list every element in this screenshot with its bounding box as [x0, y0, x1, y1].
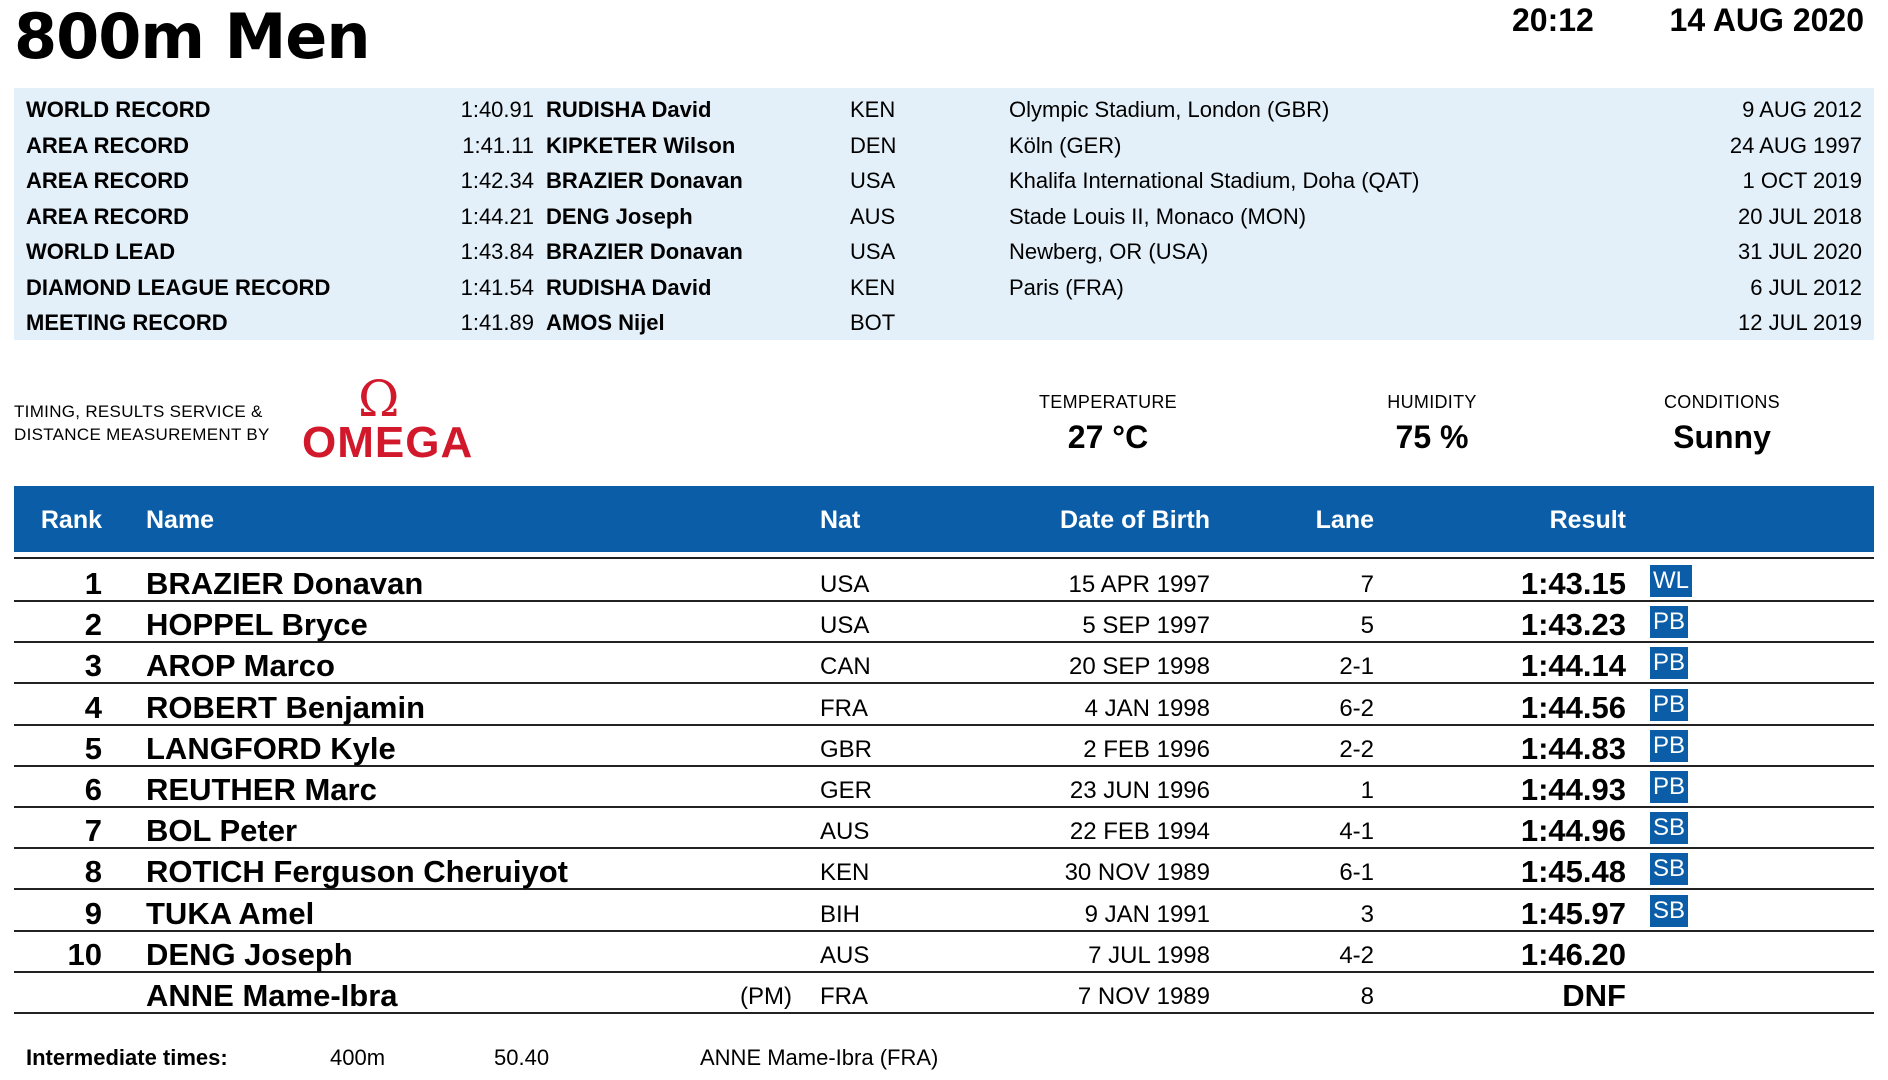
humidity-value: 75 %	[1395, 419, 1469, 455]
record-type: DIAMOND LEAGUE RECORD	[26, 274, 331, 300]
event-date: 14 AUG 2020	[1669, 2, 1864, 38]
record-date: 12 JUL 2019	[1738, 310, 1862, 335]
record-row	[14, 269, 1874, 304]
athlete-name: TUKA Amel	[146, 895, 315, 931]
lane-cell: 8	[1360, 983, 1374, 1010]
nat-cell: FRA	[820, 694, 868, 722]
record-date: 20 JUL 2018	[1738, 203, 1862, 229]
result-badge: WL	[1650, 565, 1692, 597]
athlete-name: REUTHER Marc	[146, 772, 377, 807]
rank-cell: 9	[84, 895, 102, 931]
nat-cell: AUS	[820, 818, 870, 846]
result-row	[14, 889, 1874, 932]
athlete-name: BRAZIER Donavan	[146, 566, 424, 601]
record-row	[14, 91, 1874, 126]
rank-cell: 5	[84, 730, 102, 766]
record-nat: KEN	[850, 274, 896, 300]
result-cell: 1:45.97	[1520, 895, 1626, 931]
record-venue: Köln (GER)	[1009, 132, 1122, 158]
athlete-name: HOPPEL Bryce	[146, 607, 368, 643]
result-badge: SB	[1650, 812, 1688, 844]
lane-cell: 3	[1360, 900, 1374, 928]
record-row	[14, 304, 1874, 339]
result-badge: SB	[1650, 895, 1688, 927]
athlete-note: (PM)	[740, 983, 792, 1010]
event-time: 20:12	[1512, 2, 1594, 38]
result-row	[14, 641, 1874, 684]
athlete-name: BOL Peter	[146, 813, 298, 849]
dob-cell: 30 NOV 1989	[1064, 859, 1210, 887]
record-type: WORLD RECORD	[26, 97, 211, 122]
col-result: Result	[1549, 506, 1626, 534]
rank-cell: 10	[67, 936, 102, 972]
record-venue: Stade Louis II, Monaco (MON)	[1009, 203, 1307, 229]
result-row	[14, 930, 1874, 973]
nat-cell: GBR	[820, 735, 873, 763]
dob-cell: 5 SEP 1997	[1082, 612, 1210, 640]
record-nat: DEN	[850, 132, 897, 158]
page-title: 800m Men	[14, 0, 370, 73]
timing-credit-line1: TIMING, RESULTS SERVICE &	[14, 402, 263, 421]
result-row	[14, 600, 1874, 643]
dob-cell: 4 JAN 1998	[1084, 694, 1210, 722]
result-cell: 1:44.83	[1520, 730, 1626, 766]
record-athlete: KIPKETER Wilson	[546, 132, 736, 158]
intermediate-time: 50.40	[494, 1045, 550, 1070]
record-athlete: RUDISHA David	[546, 97, 712, 122]
athlete-name: DENG Joseph	[146, 936, 353, 972]
nat-cell: USA	[820, 612, 870, 640]
athlete-name: ANNE Mame-Ibra	[146, 978, 398, 1013]
result-cell: 1:44.93	[1520, 772, 1626, 807]
result-row	[14, 971, 1874, 1014]
nat-cell: BIH	[820, 900, 861, 928]
lane-cell: 1	[1360, 777, 1374, 804]
humidity-block	[1322, 392, 1542, 456]
dob-cell: 15 APR 1997	[1068, 571, 1210, 598]
nat-cell: KEN	[820, 859, 870, 887]
record-nat: AUS	[850, 203, 896, 229]
result-row	[14, 683, 1874, 726]
lane-cell: 4-1	[1339, 818, 1374, 846]
rank-cell: 6	[84, 772, 102, 807]
results-header	[14, 486, 1874, 552]
col-lane: Lane	[1315, 506, 1374, 534]
record-time: 1:42.34	[460, 168, 534, 193]
dob-cell: 9 JAN 1991	[1084, 900, 1210, 928]
record-nat: USA	[850, 168, 896, 193]
lane-cell: 6-1	[1339, 859, 1374, 887]
dob-cell: 22 FEB 1994	[1069, 818, 1210, 846]
nat-cell: USA	[820, 571, 870, 598]
result-cell: 1:44.96	[1520, 813, 1626, 849]
record-athlete: BRAZIER Donavan	[546, 239, 743, 264]
dob-cell: 20 SEP 1998	[1068, 653, 1210, 681]
record-time: 1:44.21	[460, 203, 534, 229]
nat-cell: FRA	[820, 983, 868, 1010]
omega-wordmark: OMEGA	[302, 418, 474, 467]
record-row	[14, 198, 1874, 233]
result-badge: PB	[1650, 647, 1688, 679]
timing-credit-line2: DISTANCE MEASUREMENT BY	[14, 425, 270, 444]
result-badge: SB	[1650, 853, 1688, 885]
record-row	[14, 127, 1874, 162]
record-date: 9 AUG 2012	[1742, 97, 1862, 122]
rank-cell: 3	[84, 648, 102, 684]
col-nat: Nat	[820, 506, 861, 534]
timing-credit	[14, 400, 270, 446]
result-cell: 1:44.14	[1520, 648, 1626, 684]
record-venue: Khalifa International Stadium, Doha (QAT)	[1009, 168, 1420, 193]
record-athlete: BRAZIER Donavan	[546, 168, 743, 193]
record-time: 1:40.91	[460, 97, 534, 122]
nat-cell: CAN	[820, 653, 871, 681]
result-cell: 1:46.20	[1520, 936, 1626, 972]
record-type: AREA RECORD	[26, 132, 189, 158]
result-cell: 1:43.23	[1520, 607, 1626, 643]
record-venue: Olympic Stadium, London (GBR)	[1009, 97, 1330, 122]
record-date: 24 AUG 1997	[1729, 132, 1862, 158]
temperature-label: TEMPERATURE	[1039, 392, 1177, 412]
record-time: 1:41.54	[460, 274, 534, 300]
record-nat: BOT	[850, 310, 896, 335]
record-venue: Newberg, OR (USA)	[1009, 239, 1209, 264]
omega-logo	[302, 370, 474, 467]
result-badge: PB	[1650, 689, 1688, 721]
dob-cell: 2 FEB 1996	[1083, 735, 1210, 763]
record-type: MEETING RECORD	[26, 310, 228, 335]
nat-cell: AUS	[820, 941, 870, 969]
lane-cell: 7	[1360, 571, 1374, 598]
conditions-block	[1612, 392, 1832, 456]
record-time: 1:41.89	[460, 310, 534, 335]
athlete-name: LANGFORD Kyle	[146, 730, 396, 766]
record-row	[14, 162, 1874, 197]
col-name: Name	[146, 506, 215, 534]
dob-cell: 23 JUN 1996	[1069, 777, 1210, 804]
result-cell: 1:44.56	[1520, 689, 1626, 725]
record-time: 1:41.11	[462, 132, 534, 158]
rank-cell: 7	[84, 813, 102, 849]
conditions-label: CONDITIONS	[1663, 392, 1780, 412]
intermediate-distance: 400m	[330, 1045, 386, 1070]
nat-cell: GER	[820, 777, 873, 804]
result-badge: PB	[1650, 606, 1688, 638]
record-venue: Paris (FRA)	[1009, 274, 1124, 300]
athlete-name: AROP Marco	[146, 648, 335, 684]
result-cell: 1:45.48	[1520, 854, 1626, 890]
record-nat: USA	[850, 239, 896, 264]
result-badge: PB	[1650, 771, 1688, 803]
temperature-block	[998, 392, 1218, 456]
record-athlete: AMOS Nijel	[546, 310, 665, 335]
lane-cell: 2-1	[1339, 653, 1374, 681]
result-row	[14, 806, 1874, 849]
col-rank: Rank	[40, 506, 102, 534]
record-type: WORLD LEAD	[26, 239, 176, 264]
athlete-name: ROBERT Benjamin	[146, 689, 426, 725]
record-row	[14, 233, 1874, 268]
dob-cell: 7 NOV 1989	[1077, 983, 1210, 1010]
record-date: 31 JUL 2020	[1738, 239, 1862, 264]
athlete-name: ROTICH Ferguson Cheruiyot	[146, 854, 568, 890]
humidity-label: HUMIDITY	[1387, 392, 1477, 412]
col-dob: Date of Birth	[1060, 506, 1210, 534]
lane-cell: 5	[1360, 612, 1374, 640]
omega-symbol-icon: Ω	[358, 370, 400, 428]
intermediate-label: Intermediate times:	[26, 1045, 228, 1070]
rank-cell: 1	[84, 566, 102, 601]
result-row	[14, 847, 1874, 890]
temperature-value: 27 °C	[1067, 419, 1149, 455]
record-nat: KEN	[850, 97, 896, 122]
record-type: AREA RECORD	[26, 168, 189, 193]
lane-cell: 4-2	[1339, 941, 1374, 969]
conditions-value: Sunny	[1673, 419, 1771, 455]
result-cell: DNF	[1562, 978, 1626, 1013]
rank-cell: 4	[84, 689, 102, 725]
record-type: AREA RECORD	[26, 203, 189, 229]
rank-cell: 8	[84, 854, 102, 890]
result-row	[14, 724, 1874, 767]
result-badge: PB	[1650, 730, 1688, 762]
record-date: 1 OCT 2019	[1742, 168, 1862, 193]
dob-cell: 7 JUL 1998	[1088, 941, 1210, 969]
record-athlete: DENG Joseph	[546, 203, 693, 229]
record-athlete: RUDISHA David	[546, 274, 712, 300]
lane-cell: 2-2	[1339, 735, 1374, 763]
lane-cell: 6-2	[1339, 694, 1374, 722]
record-time: 1:43.84	[460, 239, 534, 264]
record-date: 6 JUL 2012	[1750, 274, 1862, 300]
result-cell: 1:43.15	[1520, 566, 1626, 601]
intermediate-athlete: ANNE Mame-Ibra (FRA)	[700, 1045, 939, 1070]
result-row	[14, 765, 1874, 808]
result-row	[14, 559, 1874, 602]
records-panel	[14, 88, 1874, 340]
rank-cell: 2	[84, 607, 102, 643]
